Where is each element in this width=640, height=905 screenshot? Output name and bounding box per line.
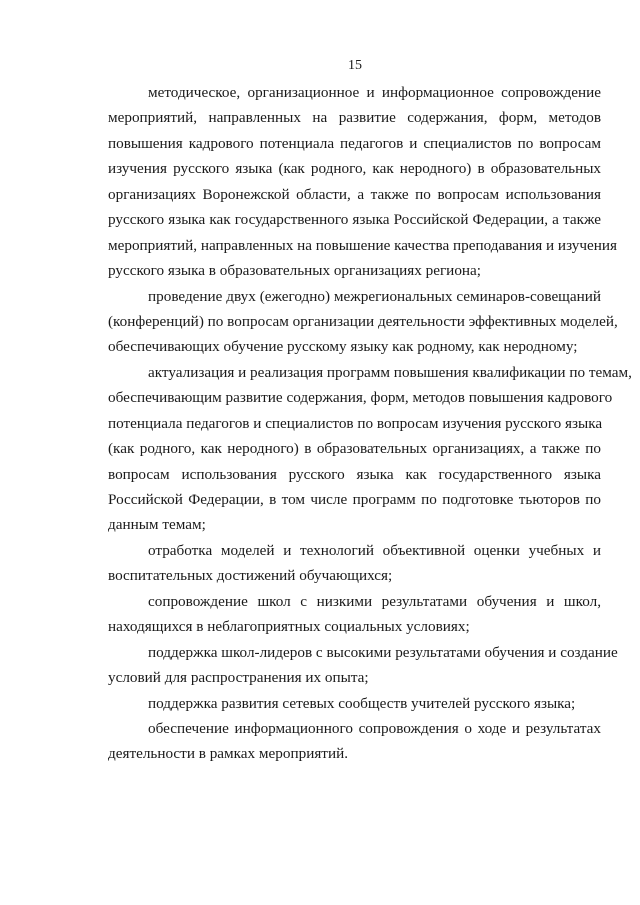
text-line: поддержка развития сетевых сообществ учителей русского языка; bbox=[148, 694, 576, 712]
paragraph bbox=[108, 80, 617, 284]
paragraph bbox=[108, 640, 618, 691]
text-line: деятельности в рамках мероприятий. bbox=[108, 745, 348, 763]
paragraph bbox=[108, 589, 601, 640]
text-line: мероприятий, направленных на повышение качества преподавания и изучения bbox=[108, 236, 617, 254]
text-line: Российской Федерации, в том числе программ по подготовке тьюторов по bbox=[108, 491, 601, 508]
text-line: организациях Воронежской области, а также по вопросам использования bbox=[108, 185, 601, 203]
text-line: мероприятий, направленных на развитие содержания, форм, методов bbox=[108, 109, 601, 127]
text-line: актуализация и реализация программ повышения квалификации по темам, bbox=[148, 363, 632, 381]
paragraph bbox=[108, 284, 618, 360]
paragraph bbox=[108, 691, 601, 716]
text-line: обеспечивающим развитие содержания, форм, методов повышения кадрового bbox=[108, 389, 613, 407]
text-line: методическое, организационное и информационное сопровождение bbox=[148, 84, 601, 101]
text-line: данным темам; bbox=[108, 516, 206, 534]
text-line: вопросам использования русского языка как государственного языка bbox=[108, 465, 601, 483]
text-line: условий для распространения их опыта; bbox=[108, 669, 369, 687]
text-line: сопровождение школ с низкими результатами обучения и школ, bbox=[148, 592, 601, 610]
text-line: обеспечивающих обучение русскому языку как родному, как неродному; bbox=[108, 338, 578, 356]
text-line: обеспечение информационного сопровождения о ходе и результатах bbox=[148, 719, 601, 737]
page-number: 15 bbox=[348, 58, 362, 73]
text-line: поддержка школ-лидеров с высокими результатами обучения и создание bbox=[148, 643, 618, 661]
text-line: изучения русского языка (как родного, как неродного) в образовательных bbox=[108, 160, 601, 178]
text-line: повышения кадрового потенциала педагогов и специалистов по вопросам bbox=[108, 134, 601, 152]
text-line: проведение двух (ежегодно) межрегиональных семинаров-совещаний bbox=[148, 287, 601, 305]
paragraph bbox=[108, 716, 601, 767]
paragraph bbox=[108, 360, 632, 538]
text-line: русского языка в образовательных организациях региона; bbox=[108, 262, 481, 280]
paragraph bbox=[108, 538, 601, 589]
text-line: (конференций) по вопросам организации деятельности эффективных моделей, bbox=[108, 312, 618, 330]
text-line: потенциала педагогов и специалистов по вопросам изучения русского языка bbox=[108, 414, 603, 432]
text-line: русского языка как государственного языка Российской Федерации, а также bbox=[108, 211, 601, 229]
text-line: отработка моделей и технологий объективной оценки учебных и bbox=[148, 541, 601, 559]
document-body bbox=[108, 80, 632, 767]
text-line: (как родного, как неродного) в образовательных организациях, а также по bbox=[108, 440, 601, 458]
text-line: находящихся в неблагоприятных социальных условиях; bbox=[108, 618, 470, 636]
text-line: воспитательных достижений обучающихся; bbox=[108, 567, 393, 585]
